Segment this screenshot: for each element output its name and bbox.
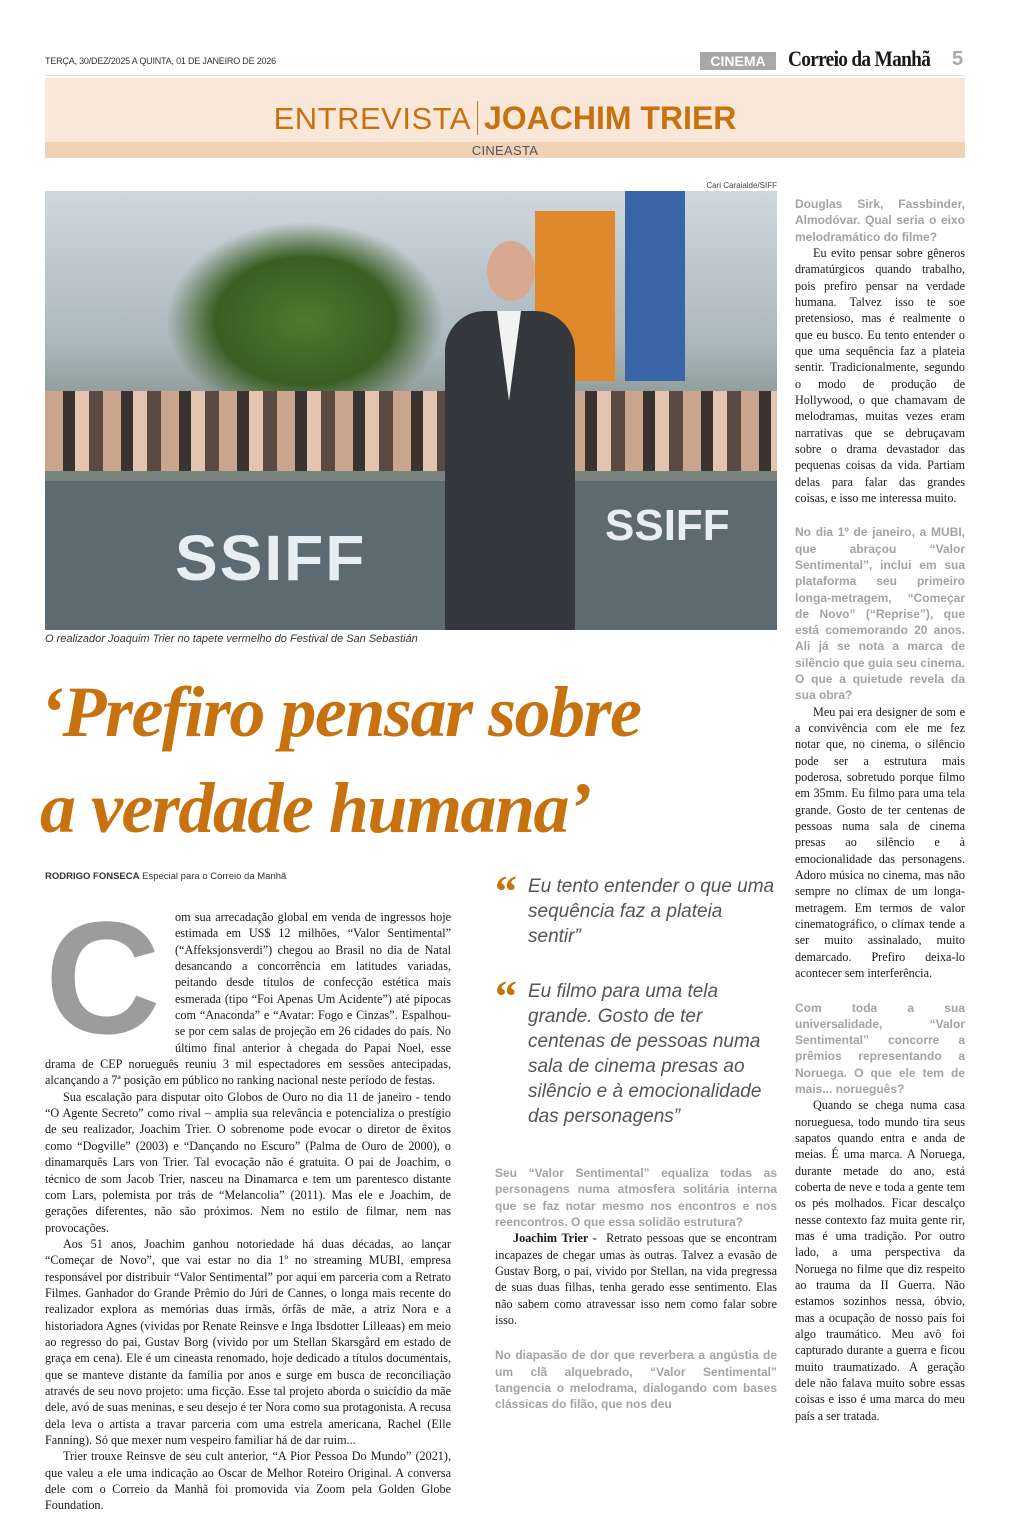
pull-quote-text: Eu filmo para uma tela grande. Gosto de ter centenas de pessoas numa sala de cinema presas ao silêncio e à emocionalidade das personagens” xyxy=(528,981,762,1127)
main-photo xyxy=(45,191,777,630)
article-body xyxy=(45,909,451,1514)
head xyxy=(487,241,535,301)
kicker-label: ENTREVISTA xyxy=(273,101,471,136)
quote-mark-icon: “ xyxy=(495,867,517,916)
speaker-label: Joachim Trier - xyxy=(513,1231,597,1246)
paragraph: om sua arrecadação global em venda de ingressos hoje estimada em US$ 12 milhões, “Valor Sentimental” (“Affeksjonsverdi”) chegou ao Brasil no dia de Natal desancando a concorrência em latitudes variadas, peitando desde títulos de confecção estética mais esmerada (tipo “Foi Apenas Um Acidente”) até pipocas com “Anaconda” e “Avatar: Fogo e Cinzas”. Espalhou-se por cem salas de projeção em 26 cidades do país. No último final anterior à chegada do Papai Noel, esse drama de CEP norueguês reuniu 3 mil espectadores em sessões antecipadas, alcançando a 7ª posição em público no ranking nacional neste período de festas. xyxy=(45,910,451,1088)
pull-quote xyxy=(495,867,777,949)
interview-question: No diapasão de dor que reverbera a angústia de um clã alquebrado, “Valor Sentimental” tangencia o melodrama, dialogando com bases clássicas do filão, que nos deu xyxy=(495,1348,777,1412)
barrier-signage: SSIFF xyxy=(605,501,730,550)
quote-mark-icon: “ xyxy=(495,972,517,1021)
middle-column xyxy=(495,867,778,1412)
kicker-subtitle: CINEASTA xyxy=(471,143,539,158)
kicker-divider xyxy=(477,101,478,135)
headline xyxy=(40,664,800,856)
barrier-signage: SSIFF xyxy=(175,522,367,594)
interview-column-right xyxy=(795,196,965,1442)
interview-question: No dia 1º de janeiro, a MUBI, que abraçou “Valor Sentimental”, inclui em sua plataforma seu primeiro longa-metragem, “Começar de Novo” (“Reprise”), que está comemorando 20 anos. Ali já se nota a marca de silêncio que guia seu cinema. O que a quietude revela da sua obra? xyxy=(795,525,965,703)
interview-question: Seu “Valor Sentimental” equaliza todas as personagens numa atmosfera solitária interna que se faz notar mesmo nos encontros e nos reencontros. O que essa solidão estrutura? xyxy=(495,1166,777,1229)
interview-question: Douglas Sirk, Fassbinder, Almodóvar. Qual seria o eixo melodramático do filme? xyxy=(795,197,965,244)
paragraph: Aos 51 anos, Joachim ganhou notoriedade há duas décadas, ao lançar “Começar de Novo”, que vai estar no dia 1º no streaming MUBI, empresa responsável por distribuir “Valor Sentimental” por aqui em parceria com a Retrato Filmes. Ganhador do Grande Prêmio do Júri de Cannes, o longa mais recente do realizador explora as memórias duas irmãs, órfãs de mãe, a atriz Nora e a historiadora Agnes (vividas por Renate Reinsve e Inga Ibsdotter Lilleaas) em meio ao regresso do pai, Gustav Borg (vivido por um Stellan Skarsgård em estado de graça em cena). Ele é um cineasta renomado, hoje dedicado a títulos documentais, que se manteve distante da família por anos e surge em busca de reconciliação através de seu novo projeto: uma ficção. Esse tal projeto aborda o suicídio da mãe dele, avó de suas meninas, e seu desejo é ter Nora como sua protagonista. A recusa dela leva o artista a travar parceria com uma estrela americana, Rachel (Elle Fanning). Só que mexer num vespeiro familiar há de dar ruim... xyxy=(45,1236,451,1447)
byline xyxy=(45,871,286,882)
headline-line: a verdade humana’ xyxy=(40,768,591,848)
byline-role: Especial para o Correio da Manhã xyxy=(142,871,287,882)
masthead-logo: Correio da Manhã xyxy=(788,46,931,71)
interview-column-middle xyxy=(495,1165,777,1412)
drop-cap: C xyxy=(45,913,161,1046)
interview-answer xyxy=(495,1230,777,1328)
person-figure xyxy=(435,241,585,630)
pull-quote-text: Eu tento entender o que uma sequência faz a plateia sentir” xyxy=(528,876,775,947)
interview-question: Com toda a sua universalidade, “Valor Sentimental” concorre a prêmios representando a Noruega. O que ele tem de mais... norueguês? xyxy=(795,1000,965,1096)
photo-credit: Cari Caraialde/SIFF xyxy=(706,181,777,190)
paragraph: Trier trouxe Reinsve de seu cult anterior, “A Pior Pessoa Do Mundo” (2021), que valeu a ele uma indicação ao Oscar de Melhor Roteiro Original. A conversa dele com o Correio da Manhã foi promovida via Zoom pela Golden Globe Foundation. xyxy=(45,1449,451,1513)
headline-line: ‘Prefiro pensar sobre xyxy=(40,672,641,752)
poster xyxy=(625,191,685,381)
interview-answer: Eu evito pensar sobre gêneros dramatúrgicos quando trabalho, pois prefiro pensar na verdade humana. Talvez isso te soe pretensioso, mas é realmente o que eu busco. Eu tento entender o que uma sequência faz a plateia sentir. Tradicionalmente, segundo o modo de produção de Hollywood, o que chamavam de melodramas, muitas vezes eram narrativas que se debruçavam sobre o drama devastador das pequenas coisas da vida. Partiam delas para falar das grandes coisas, e isso me interessa muito. xyxy=(795,245,965,506)
paragraph: Sua escalação para disputar oito Globos de Ouro no dia 11 de janeiro - tendo “O Agente Secreto” como rival – amplia sua relevância e potencializa o prestígio de seu realizador, Joachim Trier. O sobrenome pode evocar o diretor de êxitos como “Dogville” (2003) e “Dançando no Escuro” (Palma de Ouro de 2000), o dinamarquês Lars von Trier. Tal evocação não é gratuita. O pai de Joachim, o técnico de som Jacob Trier, nasceu na Dinamarca e tem um parentesco distante com Lars, polemista por trás de “Melancolia” (2011). Mas ele e Joachim, de gerações diferentes, não são próximos. Nem no estilo de filmar, nem nas provocações. xyxy=(45,1089,451,1235)
kicker-name: JOACHIM TRIER xyxy=(483,100,737,136)
byline-author: RODRIGO FONSECA xyxy=(45,871,140,882)
dateline: TERÇA, 30/DEZ/2025 A QUINTA, 01 DE JANEIRO DE 2026 xyxy=(45,56,276,66)
interview-answer: Quando se chega numa casa norueguesa, todo mundo tira seus sapatos quando entra e anda de meias. É uma marca. A Noruega, durante metade do ano, está coberta de neve e toda a gente tem os pés molhados. Ficar descalço nesse contexto faz muita gente rir, mas é uma tradição. Por outro lado, a uma perspectiva da Noruega no filme que diz respeito ao trauma da II Guerra. Não estamos sozinhos nessa, óbvio, mas a ocupação de nosso país foi algo traumático. Meu avô foi capturado durante a guerra e ficou muito traumatizado. A geração dele não falava muito sobre essas coisas e isso é uma marca do meu país a ser tratada. xyxy=(795,1098,965,1423)
interview-answer: Meu pai era designer de som e a convivência com ele me fez notar que, no cinema, o silêncio pode ser a estrutura mais poderosa, sobretudo porque filmo em 35mm. Eu filmo para uma tela grande. Gosto de ter centenas de pessoas numa sala de cinema presas ao silêncio e à emocionalidade das personagens. Adoro música no cinema, mas não sempre no clímax de um longa-metragem. Em termos de valor cinematográfico, o clímax tende a ser muito assinalado, muito demarcado. Prefiro deixa-lo acontecer sem interferência. xyxy=(795,704,965,981)
page-number: 5 xyxy=(952,48,964,70)
crowd xyxy=(45,391,777,471)
answer-text: Retrato pessoas que se encontram incapazes de chegar umas às outras. Talvez a evasão de Gustav Borg, o pai, vivido por Stellan, na vida pregressa de suas duas filhas, tenha gerado esse sentimento. Elas não sabem como atravessar isso nem como falar sobre isso. xyxy=(495,1231,778,1327)
section-tag: CINEMA xyxy=(700,52,776,70)
header-rule xyxy=(45,75,965,76)
pull-quote xyxy=(495,972,777,1129)
photo-caption: O realizador Joaquim Trier no tapete vermelho do Festival de San Sebastián xyxy=(45,633,418,645)
kicker xyxy=(45,100,965,137)
